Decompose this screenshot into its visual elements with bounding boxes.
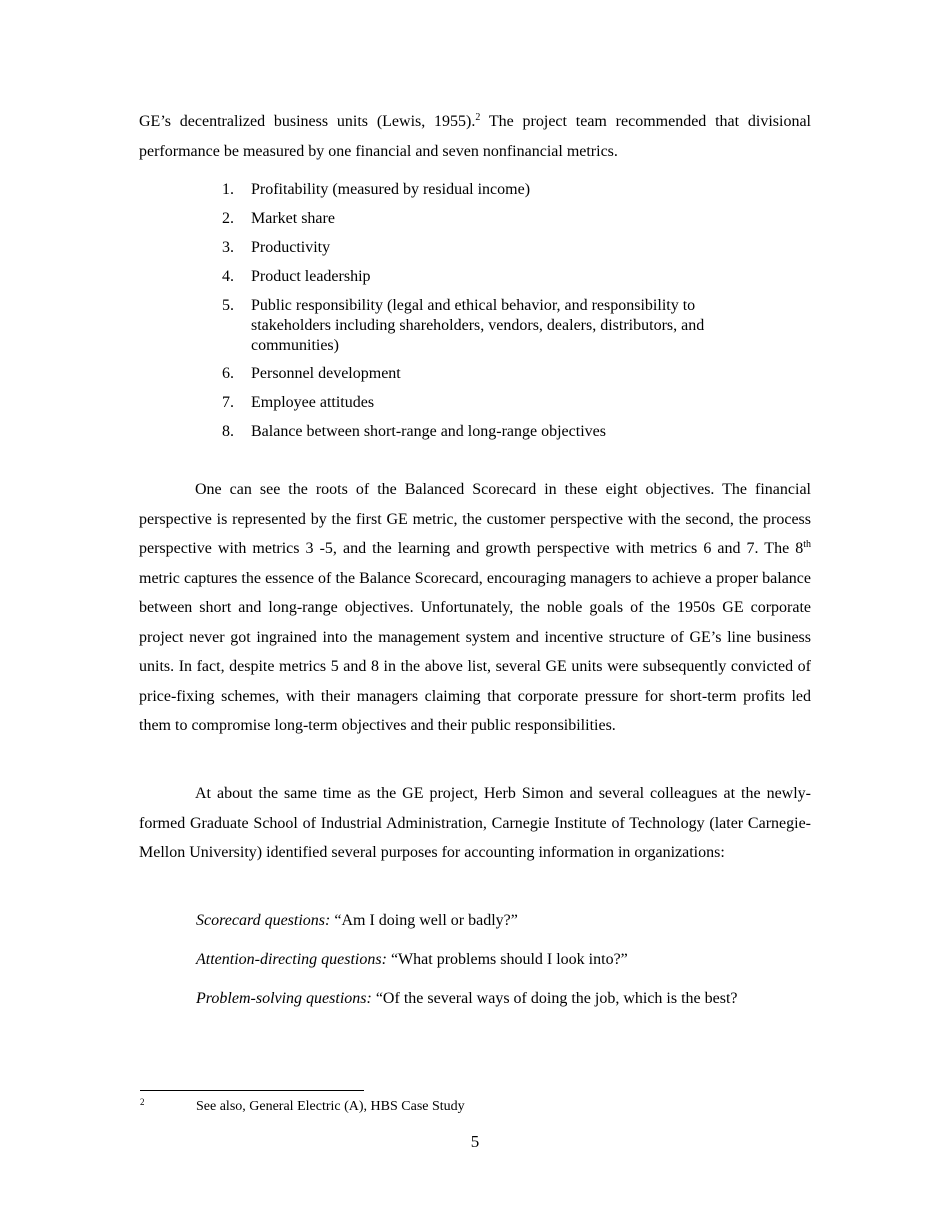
intro-paragraph (139, 107, 811, 166)
intro-text: GE’s decentralized business units (Lewis, 1955). (139, 113, 476, 130)
question-attention: Attention-directing questions: “What problems should I look into?” (196, 951, 628, 968)
footnote-mark: 2 (140, 1097, 145, 1107)
list-item: 1. Profitability (measured by residual income) (222, 181, 531, 198)
list-item: 8. Balance between short-range and long-range objectives (222, 423, 606, 440)
question-problem-solving: Problem-solving questions: “Of the several ways of doing the job, which is the best? (196, 990, 738, 1007)
list-item: 6. Personnel development (222, 365, 401, 382)
page-number: 5 (470, 1132, 480, 1151)
list-item: 4. Product leadership (222, 268, 371, 285)
list-item: 3. Productivity (222, 239, 331, 256)
footnote-text: See also, General Electric (A), HBS Case Study (196, 1099, 465, 1114)
simon-paragraph: At about the same time as the GE project, Herb Simon and several colleagues at the newly-formed Graduate School of Industrial Administration, Carnegie Institute of Technology (later Carnegie-Mellon University) identified several purposes for accounting information in organizations: (139, 785, 811, 861)
footnote-divider (140, 1090, 364, 1091)
ordinal-superscript: th (803, 539, 811, 550)
footnote-reference[interactable]: 2 (475, 112, 481, 123)
list-item: 5. Public responsibility (legal and ethical behavior, and responsibility to stakeholders including shareholders, vendors, dealers, distributors, and communities) (222, 297, 705, 354)
list-item: 7. Employee attitudes (222, 394, 375, 411)
question-scorecard: Scorecard questions: “Am I doing well or badly?” (196, 912, 518, 929)
list-item: 2. Market share (222, 210, 335, 227)
intro-text-continued: The project team recommended that divisional performance be measured by one financial and seven nonfinancial metrics. (139, 113, 812, 160)
analysis-paragraph: One can see the roots of the Balanced Scorecard in these eight objectives. The financial perspective is represented by the first GE metric, the customer perspective with the second, the process perspective with metrics 3 -5, and the learning and growth perspective with metrics 6 and 7. The 8th metric captures the essence of the Balance Scorecard, encouraging managers to achieve a proper balance between short and long-range objectives. Unfortunately, the noble goals of the 1950s GE corporate project never got ingrained into the management system and incentive structure of GE’s line business units. In fact, despite metrics 5 and 8 in the above list, several GE units were subsequently convicted of price-fixing schemes, with their managers claiming that corporate pressure for short-term profits led them to compromise long-term objectives and their public responsibilities. (139, 481, 811, 734)
